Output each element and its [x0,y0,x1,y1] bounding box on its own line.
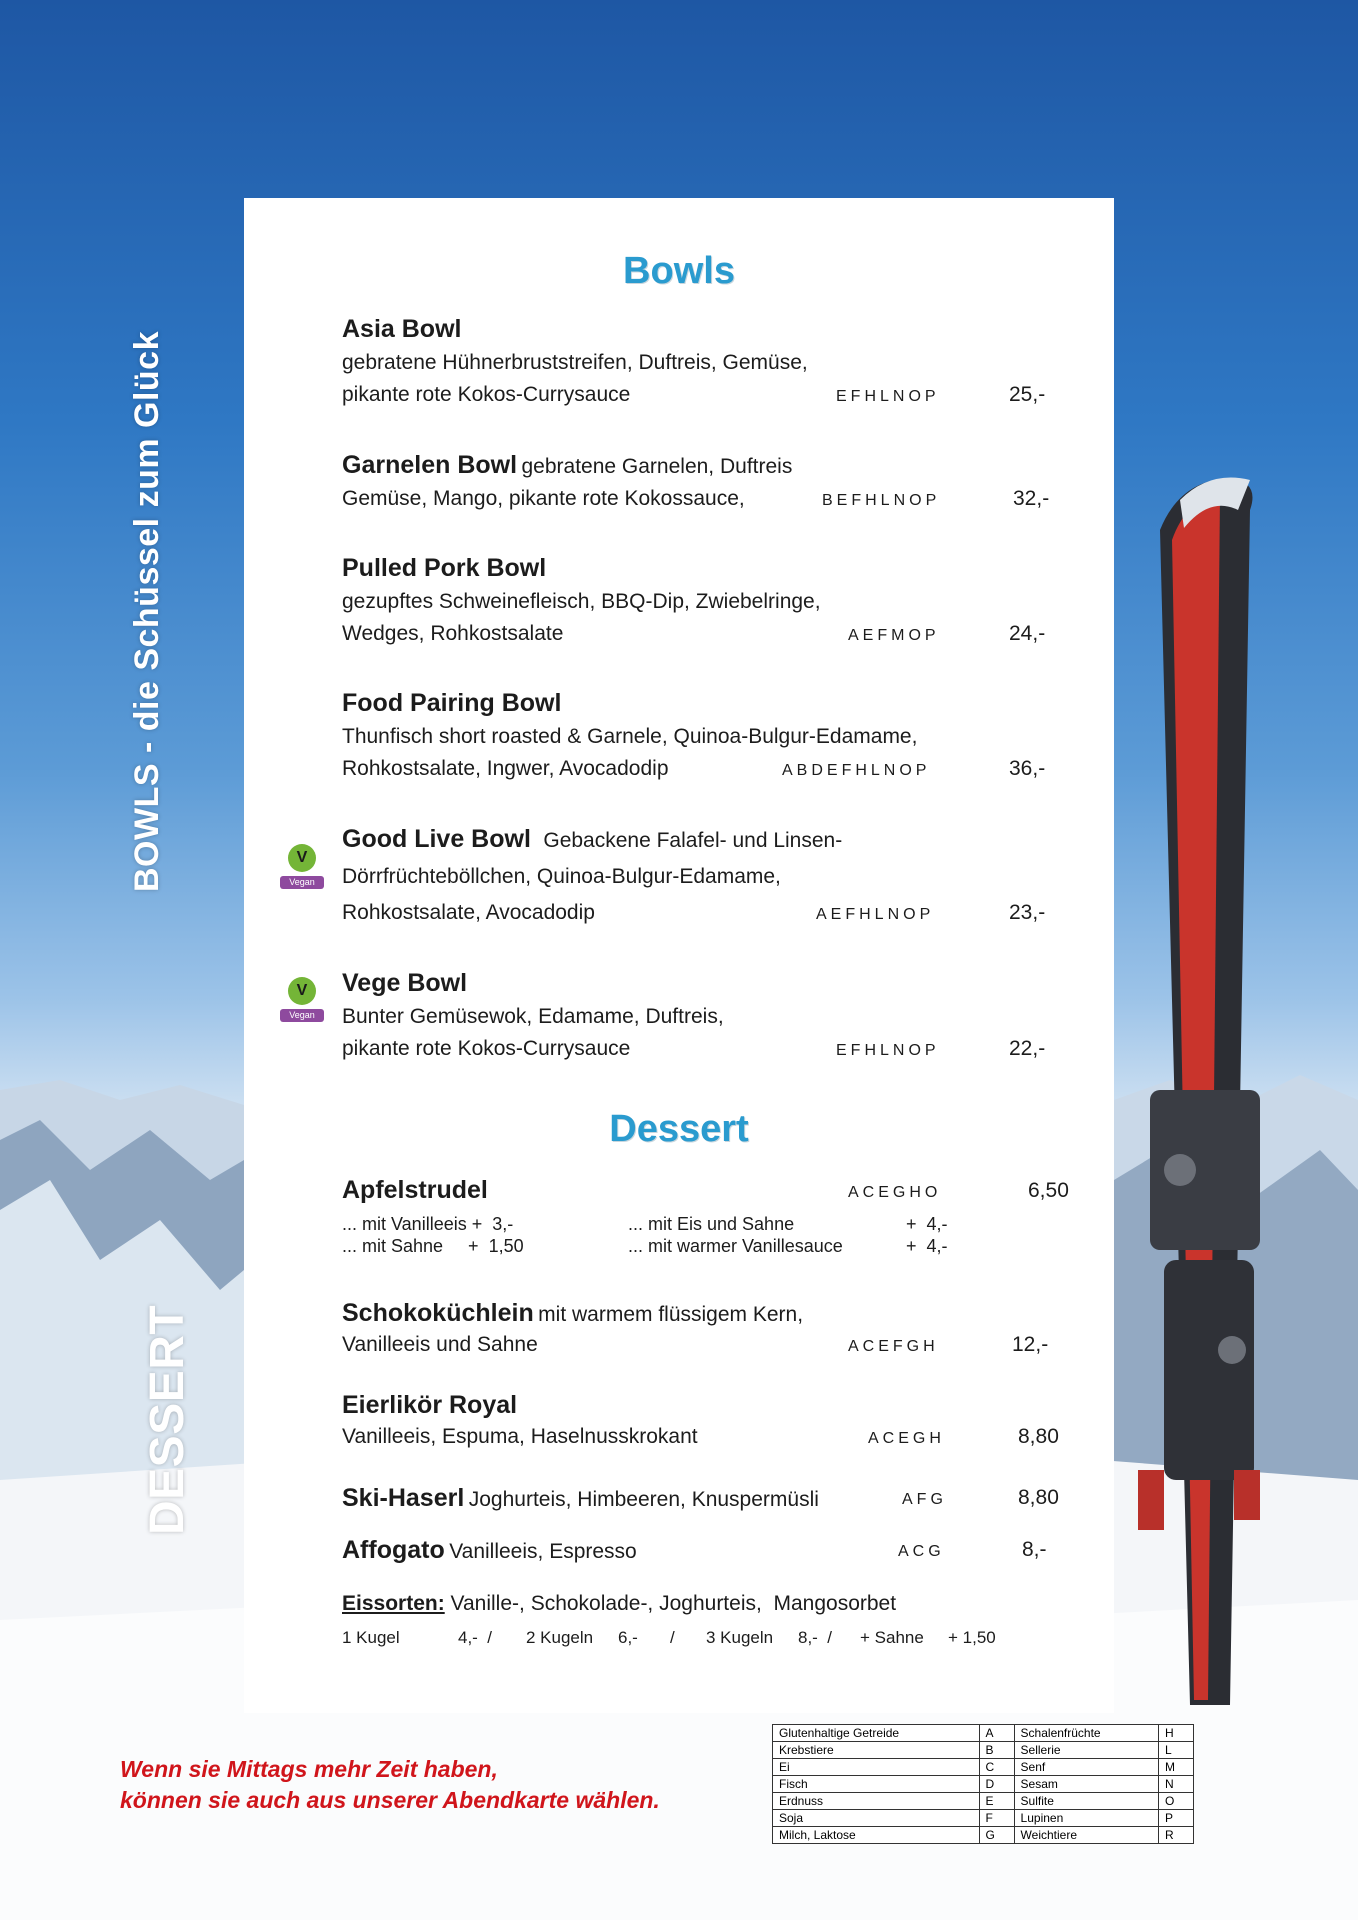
allergen-code: A [979,1725,1014,1742]
allergen-codes: BEFHLNOP [822,492,941,509]
menu-item-apfelstrudel [342,1176,1072,1266]
item-description: Thunfisch short roasted & Garnele, Quinoa-Bulgur-Edamame, [342,725,918,748]
allergen-name: Erdnuss [773,1793,980,1810]
allergen-codes: AEFMOP [848,627,940,644]
side-title-bowls: BOWLS - die Schüssel zum Glück [128,331,166,892]
cream-price: + 1,50 [948,1628,996,1647]
vegan-label: Vegan [280,1009,324,1022]
item-description: Vanilleeis, Espresso [449,1540,637,1563]
item-description: Bunter Gemüsewok, Edamame, Duftreis, [342,1005,724,1028]
item-price: 23,- [1009,901,1046,924]
dessert-section-title: Dessert [609,1108,749,1150]
allergen-name: Ei [773,1759,980,1776]
vegan-badge [280,844,326,890]
option-text: ... mit Sahne + 1,50 [342,1236,524,1256]
item-description: Joghurteis, Himbeeren, Knuspermüsli [468,1488,819,1511]
note-line: Wenn sie Mittags mehr Zeit haben, [120,1756,498,1782]
item-price: 24,- [1009,622,1046,645]
allergen-codes: ACEFGH [848,1338,939,1355]
item-description: mit warmem flüssigem Kern, [538,1303,804,1326]
item-name: Asia Bowl [342,315,462,343]
menu-item-pulled-pork-bowl [342,554,1072,654]
item-name: Eierlikör Royal [342,1391,518,1419]
ice-cream-flavors [342,1592,1072,1662]
scoop-1-price: 4,- / [458,1628,493,1647]
scoop-1-label: 1 Kugel [342,1628,400,1647]
scoop-3-label: 3 Kugeln [706,1628,774,1647]
item-description: Dörrfrüchteböllchen, Quinoa-Bulgur-Edamame, [342,865,781,888]
item-description: Wedges, Rohkostsalate [342,622,564,645]
scoop-2-price: 6,- [618,1628,638,1647]
item-description: pikante rote Kokos-Currysauce [342,383,631,406]
item-price: 8,- [1022,1538,1047,1561]
allergen-code: P [1159,1810,1194,1827]
allergen-table [772,1724,1194,1844]
allergen-name: Sellerie [1014,1742,1158,1759]
allergen-code: N [1159,1776,1194,1793]
item-name: Ski-Haserl [342,1484,465,1512]
table-row [773,1759,1194,1776]
scoop-3-price: 8,- / [798,1628,833,1647]
allergen-code: R [1159,1827,1194,1844]
allergen-name: Fisch [773,1776,980,1793]
allergen-codes: ACEGHO [848,1184,942,1201]
allergen-codes: ACG [898,1543,945,1560]
item-price: 32,- [1013,487,1050,510]
item-description: Gebackene Falafel- und Linsen- [543,829,843,852]
item-price: 6,50 [1028,1179,1069,1202]
item-price: 8,80 [1018,1486,1059,1509]
item-name: Apfelstrudel [342,1176,488,1204]
item-description: Rohkostsalate, Avocadodip [342,901,595,924]
allergen-code: G [979,1827,1014,1844]
allergen-name: Schalenfrüchte [1014,1725,1158,1742]
option-text: ... mit Eis und Sahne [628,1214,795,1234]
option-price: + 4,- [906,1214,948,1234]
evening-menu-note [120,1754,660,1816]
allergen-name: Lupinen [1014,1810,1158,1827]
allergen-name: Weichtiere [1014,1827,1158,1844]
item-price: 8,80 [1018,1425,1059,1448]
option-text: ... mit Vanilleeis + 3,- [342,1214,514,1234]
bowls-section-title: Bowls [623,250,735,292]
item-name: Garnelen Bowl [342,451,518,479]
vegan-v-icon: V [288,977,316,1005]
allergen-code: L [1159,1742,1194,1759]
menu-panel [244,198,1114,1713]
item-description: pikante rote Kokos-Currysauce [342,1037,631,1060]
menu-item-good-live-bowl [342,825,1072,935]
flavors-label: Eissorten: [342,1592,445,1615]
allergen-code: M [1159,1759,1194,1776]
vegan-v-icon: V [288,844,316,872]
item-name: Schokoküchlein [342,1299,534,1327]
allergen-code: E [979,1793,1014,1810]
table-row [773,1827,1194,1844]
allergen-code: H [1159,1725,1194,1742]
item-description: gebratene Hühnerbruststreifen, Duftreis, Gemüse, [342,351,808,374]
table-row [773,1793,1194,1810]
menu-item-garnelen-bowl [342,451,1072,521]
allergen-name: Glutenhaltige Getreide [773,1725,980,1742]
item-price: 22,- [1009,1037,1046,1060]
item-name: Pulled Pork Bowl [342,554,547,582]
menu-item-ski-haserl [342,1484,1072,1520]
menu-item-asia-bowl [342,315,1072,415]
side-title-dessert: DESSERT [141,1304,194,1535]
item-description: Gemüse, Mango, pikante rote Kokossauce, [342,487,745,510]
vegan-label: Vegan [280,876,324,889]
vegan-badge [280,977,326,1023]
allergen-name: Sesam [1014,1776,1158,1793]
allergen-code: O [1159,1793,1194,1810]
scoop-separator: / [670,1628,675,1647]
item-price: 36,- [1009,757,1046,780]
menu-item-affogato [342,1536,1072,1572]
allergen-code: B [979,1742,1014,1759]
allergen-name: Milch, Laktose [773,1827,980,1844]
table-row [773,1776,1194,1793]
allergen-codes: EFHLNOP [836,1042,940,1059]
item-description: gezupftes Schweinefleisch, BBQ-Dip, Zwiebelringe, [342,590,821,613]
allergen-codes: AEFHLNOP [816,906,935,923]
table-row [773,1725,1194,1742]
allergen-code: F [979,1810,1014,1827]
option-text: ... mit warmer Vanillesauce [628,1236,843,1256]
cream-label: + Sahne [860,1628,924,1647]
allergen-codes: EFHLNOP [836,388,940,405]
item-price: 25,- [1009,383,1046,406]
item-description: Vanilleeis und Sahne [342,1333,538,1356]
item-price: 12,- [1012,1333,1049,1356]
item-name: Good Live Bowl [342,825,531,853]
item-description: Vanilleeis, Espuma, Haselnusskrokant [342,1425,698,1448]
allergen-code: C [979,1759,1014,1776]
table-row [773,1810,1194,1827]
item-name: Food Pairing Bowl [342,689,562,717]
menu-item-eierlikoer-royal [342,1391,1072,1461]
menu-item-food-pairing-bowl [342,689,1072,789]
allergen-codes: ABDEFHLNOP [782,762,931,779]
allergen-name: Soja [773,1810,980,1827]
note-line: können sie auch aus unserer Abendkarte wählen. [120,1787,660,1813]
item-description: gebratene Garnelen, Duftreis [521,455,793,478]
flavors-list: Vanille-, Schokolade-, Joghurteis, Mangosorbet [450,1592,897,1615]
allergen-code: D [979,1776,1014,1793]
table-row [773,1742,1194,1759]
allergen-codes: AFG [902,1491,947,1508]
allergen-codes: ACEGH [868,1430,945,1447]
menu-item-vege-bowl [342,969,1072,1069]
item-name: Affogato [342,1536,445,1564]
allergen-name: Krebstiere [773,1742,980,1759]
menu-item-schokokuechlein [342,1299,1072,1369]
item-description: Rohkostsalate, Ingwer, Avocadodip [342,757,669,780]
item-name: Vege Bowl [342,969,468,997]
option-price: + 4,- [906,1236,948,1256]
allergen-name: Sulfite [1014,1793,1158,1810]
ski-image [1120,470,1280,1710]
scoop-2-label: 2 Kugeln [526,1628,594,1647]
allergen-name: Senf [1014,1759,1158,1776]
